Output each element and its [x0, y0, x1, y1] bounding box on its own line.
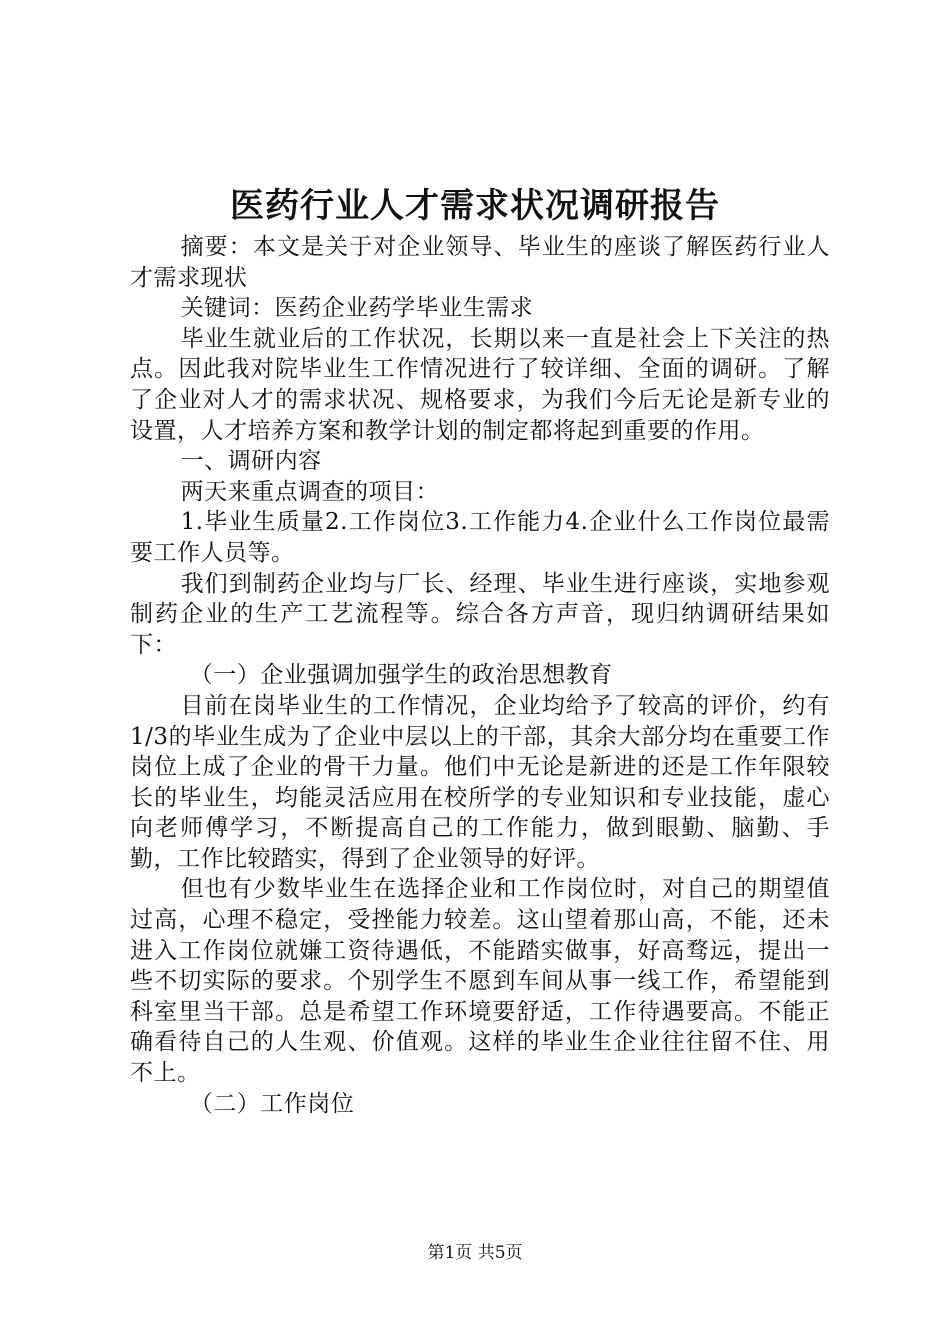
body-paragraph: 我们到制药企业均与厂长、经理、毕业生进行座谈，实地参观制药企业的生产工艺流程等。综合各方声音，现归纳调研结果如下： — [130, 570, 830, 658]
page-footer: 第1页 共5页 — [427, 1243, 523, 1263]
body-paragraph: 1.毕业生质量2.工作岗位3.工作能力4.企业什么工作岗位最需要工作人员等。 — [130, 509, 830, 566]
body-paragraph: 目前在岗毕业生的工作情况，企业均给予了较高的评价，约有1/3的毕业生成为了企业中层以上的干部，其余大部分均在重要工作岗位上成了企业的骨干力量。他们中无论是新进的还是工作年限较长的毕业生，均能灵活应用在校所学的专业知识和专业技能，虚心向老师傅学习，不断提高自己的工作能力，做到眼勤、脑勤、手勤，工作比较踏实，得到了企业领导的好评。 — [130, 692, 830, 872]
keywords-paragraph: 关键词：医药企业药学毕业生需求 — [180, 295, 534, 322]
body-paragraph: 毕业生就业后的工作状况，长期以来一直是社会上下关注的热点。因此我对院毕业生工作情况进行了较详细、全面的调研。了解了企业对人才的需求状况、规格要求，为我们今后无论是新专业的设置，人才培养方案和教学计划的制定都将起到重要的作用。 — [130, 325, 830, 444]
document-body — [130, 232, 830, 1119]
document-title: 医药行业人才需求状况调研报告 — [230, 186, 720, 226]
subsection-heading: （一）企业强调加强学生的政治思想教育 — [189, 662, 613, 689]
section-heading: 一、调研内容 — [180, 448, 322, 475]
body-paragraph: 但也有少数毕业生在选择企业和工作岗位时，对自己的期望值过高，心理不稳定，受挫能力较差。这山望着那山高，不能，还未进入工作岗位就嫌工资待遇低，不能踏实做事，好高骛远，提出一些不切实际的要求。个别学生不愿到车间从事一线工作，希望能到科室里当干部。总是希望工作环境要舒适，工作待遇要高。不能正确看待自己的人生观、价值观。这样的毕业生企业往往留不住、用不上。 — [130, 876, 830, 1087]
subsection-heading: （二）工作岗位 — [189, 1090, 355, 1117]
body-paragraph: 两天来重点调查的项目： — [180, 478, 440, 505]
abstract-paragraph: 摘要：本文是关于对企业领导、毕业生的座谈了解医药行业人才需求现状 — [130, 234, 830, 291]
